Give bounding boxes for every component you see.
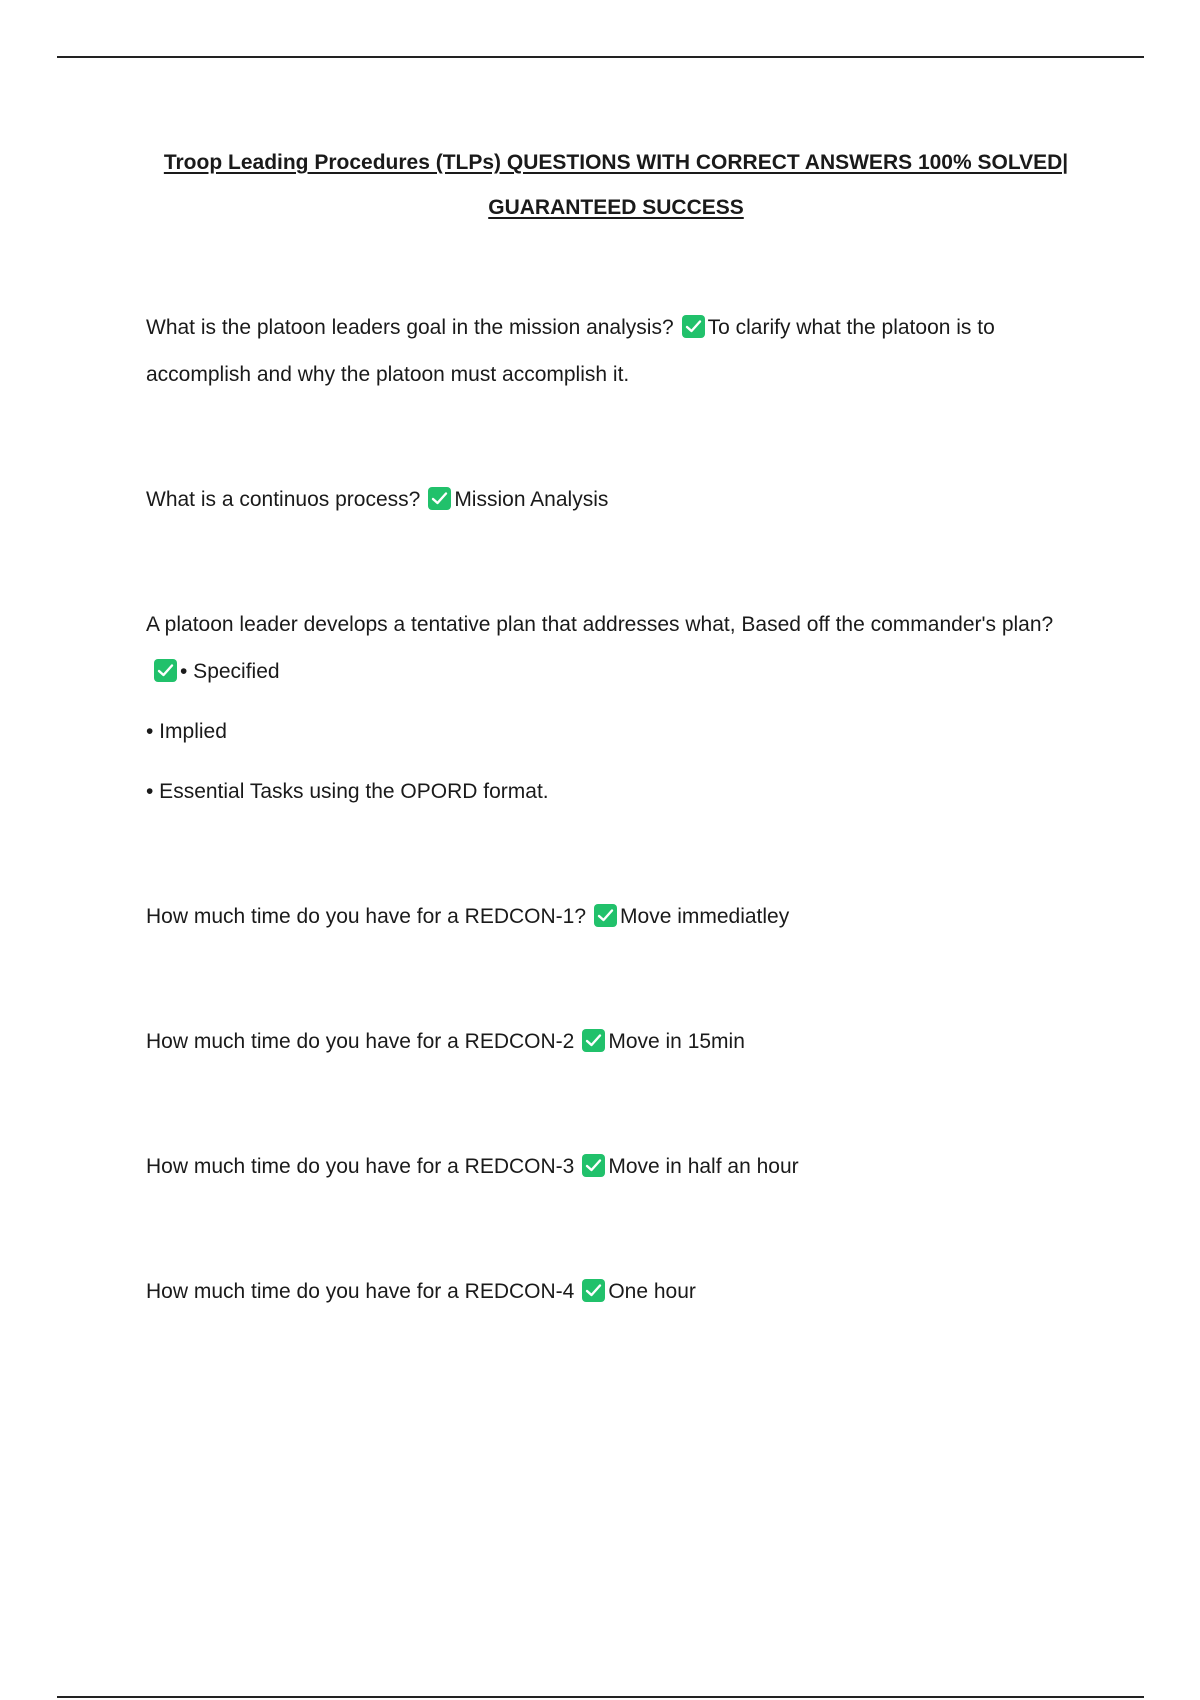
answer-text: Mission Analysis xyxy=(454,488,609,511)
answer-text: Move in 15min xyxy=(608,1030,745,1053)
answer-text: One hour xyxy=(608,1280,696,1303)
qa-item-4 xyxy=(146,893,1066,940)
question-text: How much time do you have for a REDCON-4 xyxy=(146,1280,575,1303)
check-box-icon xyxy=(594,904,617,927)
qa-item-3-main xyxy=(146,601,1066,695)
question-text: How much time do you have for a REDCON-3 xyxy=(146,1155,575,1178)
qa-item-2 xyxy=(146,476,1066,523)
answer-text: Move immediatley xyxy=(620,905,790,928)
document-title: Troop Leading Procedures (TLPs) QUESTIONS WITH CORRECT ANSWERS 100% SOLVED| GUARANTEED SUCCESS xyxy=(163,151,1069,219)
check-box-icon xyxy=(582,1029,605,1052)
check-box-icon xyxy=(154,659,177,682)
qa-item-6 xyxy=(146,1143,1066,1190)
check-box-icon xyxy=(582,1279,605,1302)
bullet-item: • Implied xyxy=(146,720,227,743)
answer-text: Move in half an hour xyxy=(608,1155,799,1178)
qa-item-1 xyxy=(146,304,1066,398)
answer-text: • Specified xyxy=(180,660,280,683)
qa-item-5 xyxy=(146,1018,1066,1065)
bottom-rule xyxy=(57,1696,1144,1698)
top-rule xyxy=(57,56,1144,58)
qa-list xyxy=(146,304,1066,1315)
answer-text: To clarify what the platoon is to accomplish and why the platoon must accomplish it. xyxy=(146,316,995,386)
question-text: What is the platoon leaders goal in the mission analysis? xyxy=(146,316,674,339)
qa-item-7 xyxy=(146,1268,1066,1315)
qa-item-3 xyxy=(146,601,1066,815)
question-text: What is a continuos process? xyxy=(146,488,421,511)
check-box-icon xyxy=(428,487,451,510)
question-text: A platoon leader develops a tentative plan that addresses what, Based off the commander's plan? xyxy=(146,613,1054,636)
question-text: How much time do you have for a REDCON-1? xyxy=(146,905,587,928)
check-box-icon xyxy=(682,315,705,338)
bullet-item: • Essential Tasks using the OPORD format. xyxy=(146,780,549,803)
question-text: How much time do you have for a REDCON-2 xyxy=(146,1030,575,1053)
check-box-icon xyxy=(582,1154,605,1177)
